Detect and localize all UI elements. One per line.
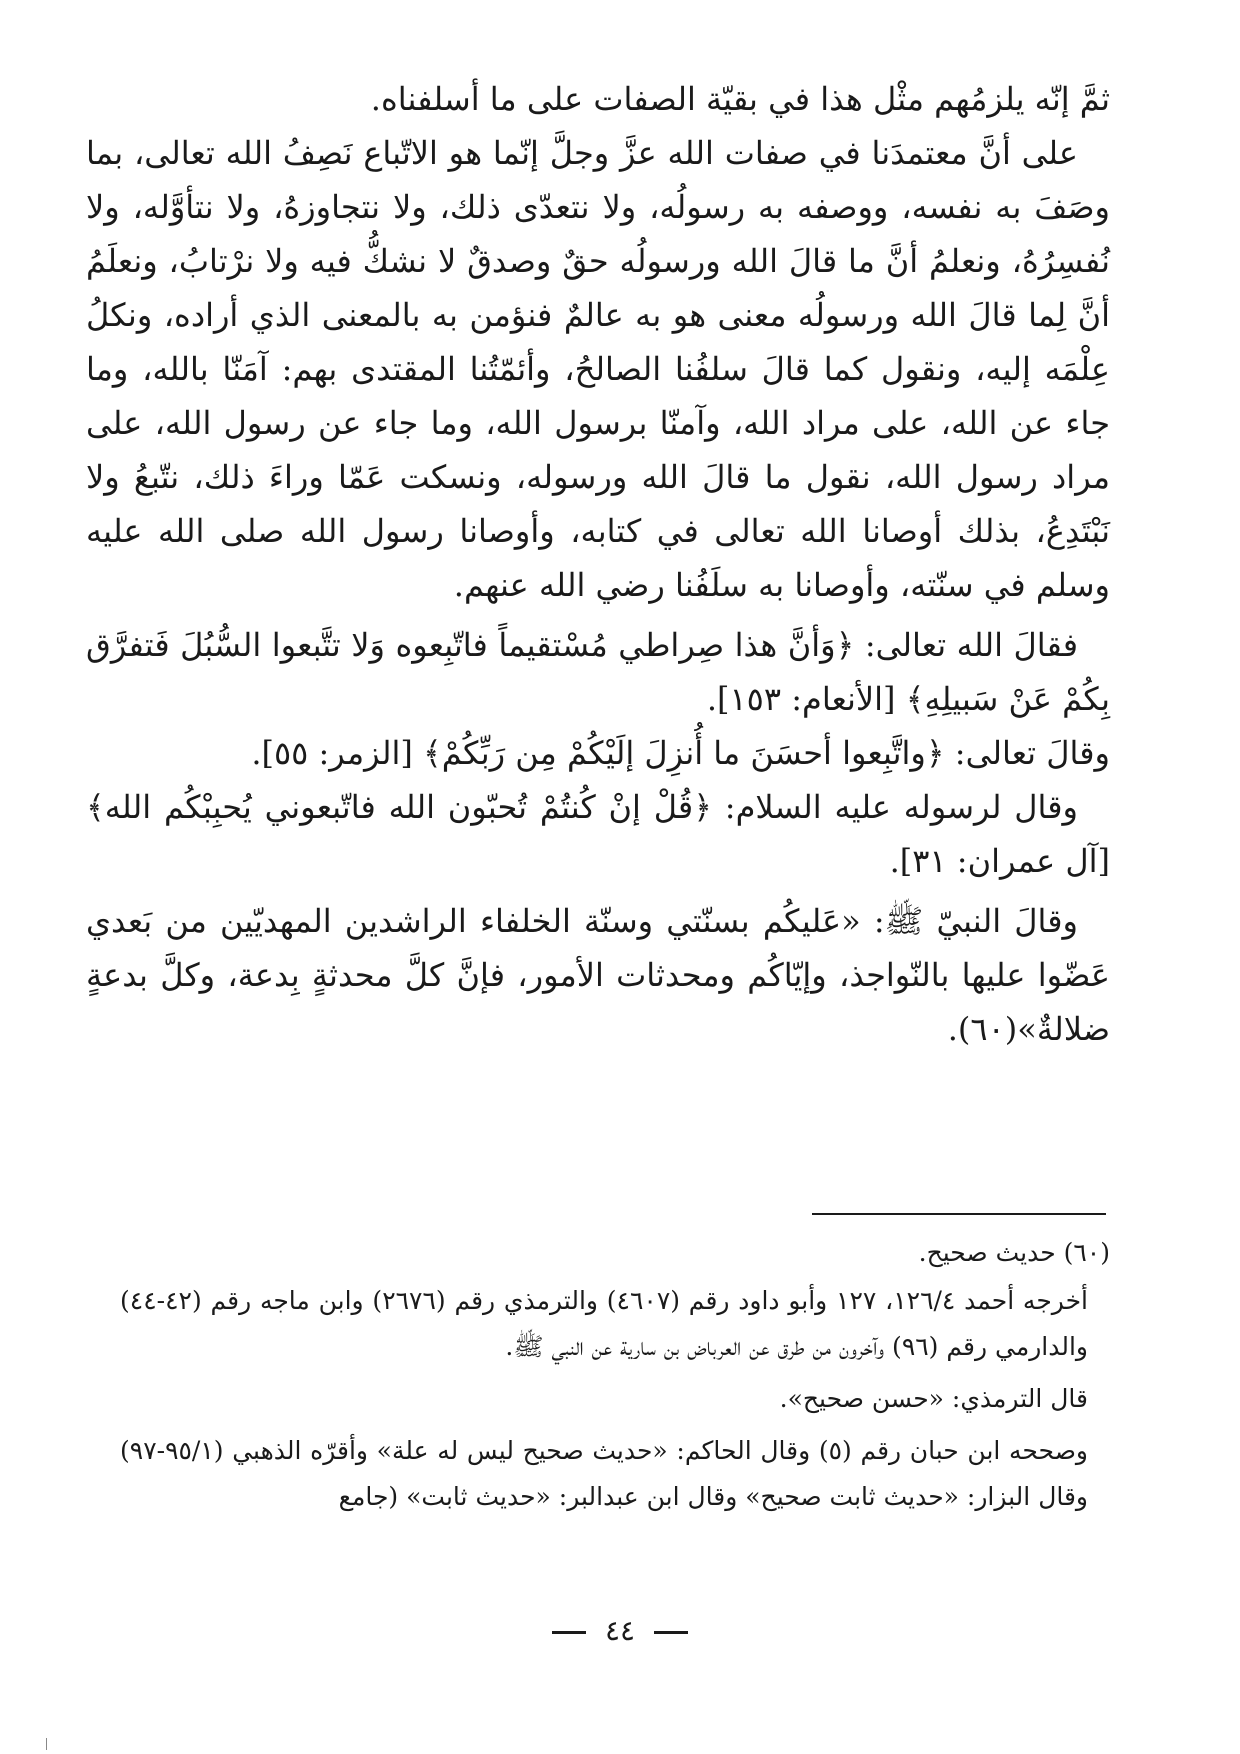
footnote-line: وصححه ابن حبان رقم (٥) وقال الحاكم: «حديث صحيح ليس له علة» وأقرّه الذهبي (٩٥/١-٩٧) وقال البزار: «حديث ثابت صحيح» وقال ابن عبدالبر: «حديث ثابت» (جامع <box>120 1436 1088 1511</box>
page-number-footer <box>0 1614 1240 1647</box>
dash-right <box>552 1631 586 1634</box>
paragraph-3-quran-quote: فقالَ الله تعالى: ﴿وَأنَّ هذا صِراطي مُسْتقيماً فاتّبِعوه وَلا تتَّبعوا السُّبُلَ فَتفرَّق بِكُمْ عَنْ سَبيلِهِ﴾ [الأنعام: ١٥٣]. <box>86 626 1110 718</box>
paragraph-4-quran-quote: وقالَ تعالى: ﴿واتَّبِعوا أحسَنَ ما أُنزِلَ إلَيْكُمْ مِن رَبِّكُمْ﴾ [الزمر: ٥٥]. <box>251 734 1110 772</box>
scan-mark <box>46 1738 47 1750</box>
footnote-heading: (٦٠) حديث صحيح. <box>918 1238 1110 1267</box>
footnote-divider <box>812 1213 1106 1215</box>
footnote-line: قال الترمذي: «حسن صحيح». <box>779 1384 1088 1413</box>
paragraph-2: على أنَّ معتمدَنا في صفات الله عزَّ وجلَّ إنّما هو الاتّباع نَصِفُ الله تعالى، بما وصَفَ به نفسه، ووصفه به رسولُه، ولا نتعدّى ذلك، ولا نتجاوزهُ، ولا نتأوَّله، ولا نُفسِرُهُ، ونعلمُ أنَّ ما قالَ الله ورسولُه حقٌ وصدقٌ لا نشكُّ فيه ولا نرْتابُ، ونعلَمُ أنَّ لِما قالَ الله ورسولُه معنى هو به عالمٌ فنؤمن به بالمعنى الذي أراده، ونكلُ عِلْمَه إليه، ونقول كما قالَ سلفُنا الصالحُ، وأئمّتُنا المقتدى بهم: آمَنّا بالله، وما جاء عن الله، على مراد الله، وآمنّا برسول الله، وما جاء عن رسول الله، على مراد رسول الله، نقول ما قالَ الله ورسوله، ونسكت عَمّا وراءَ ذلك، نتّبعُ ولا نَبْتَدِعُ، بذلك أوصانا الله تعالى في كتابه، وأوصانا رسول الله صلى الله عليه وسلم في سنّته، وأوصانا به سلَفُنا رضي الله عنهم. <box>86 134 1111 604</box>
paragraph-6-hadith: وقالَ النبيّ ﷺ: «عَليكُم بسنّتي وسنّة الخلفاء الراشدين المهديّين من بَعدي عَضّوا عليها بالنّواجذ، وإيّاكُم ومحدثات الأمور، فإنَّ كلَّ محدثةٍ بِدعة، وكلَّ بدعةٍ ضلالةٌ»(٦٠). <box>86 902 1110 1048</box>
page-number: ٤٤ <box>604 1614 636 1647</box>
footnotes <box>120 1230 1110 1520</box>
dash-left <box>654 1631 688 1634</box>
main-text <box>86 72 1110 1056</box>
footnote-line: أخرجه أحمد ١٢٦/٤، ١٢٧ وأبو داود رقم (٤٦٠٧) والترمذي رقم (٢٦٧٦) وابن ماجه رقم (٤٢-٤٤) والدارمي رقم (٩٦) وآخرون من طرق عن العرباض بن سارية عن النبي ﷺ. <box>120 1286 1088 1361</box>
paragraph-5-quran-quote: وقال لرسوله عليه السلام: ﴿قُلْ إنْ كُنتُمْ تُحبّون الله فاتّبعوني يُحبِبْكُم الله﴾ [آل عمران: ٣١]. <box>86 788 1110 880</box>
paragraph-1: ثمَّ إنّه يلزمُهم مثْل هذا في بقيّة الصفات على ما أسلفناه. <box>370 80 1110 118</box>
